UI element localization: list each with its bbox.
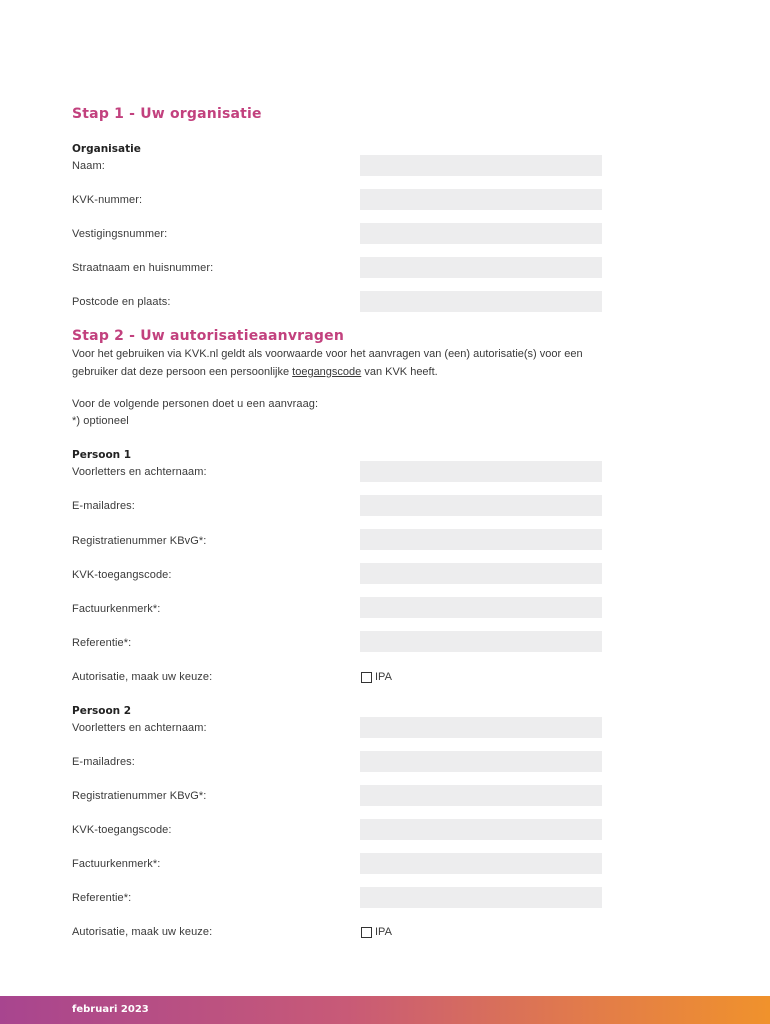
- person2-access-code-label: KVK-toegangscode:: [72, 824, 172, 836]
- establishment-number-label: Vestigingsnummer:: [72, 228, 168, 240]
- person2-reference-input[interactable]: [360, 887, 602, 908]
- person2-reference-label: Referentie*:: [72, 892, 132, 904]
- organisation-heading: Organisatie: [72, 143, 141, 155]
- kvk-number-label: KVK-nummer:: [72, 194, 143, 206]
- person2-ipa-option[interactable]: [361, 926, 392, 938]
- person1-heading: Persoon 1: [72, 449, 132, 461]
- person2-kbvg-input[interactable]: [360, 785, 602, 806]
- kvk-number-input[interactable]: [360, 189, 602, 210]
- optional-note: *) optioneel: [72, 415, 129, 427]
- intro-text-1: Voor het gebruiken via KVK.nl geldt als voorwaarde voor het aanvragen van (een) autorisatie(s) voor een gebruiker dat deze persoon een persoonlijke: [72, 348, 583, 378]
- person1-ipa-checkbox[interactable]: [361, 672, 372, 683]
- person1-ipa-option[interactable]: [361, 671, 392, 683]
- person2-kbvg-label: Registratienummer KBvG*:: [72, 790, 207, 802]
- person1-access-code-label: KVK-toegangscode:: [72, 569, 172, 581]
- person1-reference-label: Referentie*:: [72, 637, 132, 649]
- person1-email-input[interactable]: [360, 495, 602, 516]
- person2-name-input[interactable]: [360, 717, 602, 738]
- intro-text-2: van KVK heeft.: [361, 366, 438, 378]
- request-line: Voor de volgende personen doet u een aanvraag:: [72, 398, 319, 410]
- person2-email-label: E-mailadres:: [72, 756, 135, 768]
- person1-reference-input[interactable]: [360, 631, 602, 652]
- person2-authorization-label: Autorisatie, maak uw keuze:: [72, 926, 213, 938]
- step2-title: Stap 2 - Uw autorisatieaanvragen: [72, 328, 345, 344]
- person2-ipa-checkbox[interactable]: [361, 927, 372, 938]
- postcode-label: Postcode en plaats:: [72, 296, 171, 308]
- person1-kbvg-input[interactable]: [360, 529, 602, 550]
- person2-email-input[interactable]: [360, 751, 602, 772]
- footer-date: februari 2023: [72, 1004, 149, 1015]
- name-input[interactable]: [360, 155, 602, 176]
- person1-email-label: E-mailadres:: [72, 500, 135, 512]
- establishment-number-input[interactable]: [360, 223, 602, 244]
- street-input[interactable]: [360, 257, 602, 278]
- toegangscode-link[interactable]: toegangscode: [292, 366, 362, 378]
- footer-bar: [0, 996, 770, 1024]
- person1-name-label: Voorletters en achternaam:: [72, 466, 207, 478]
- intro-paragraph: [72, 345, 612, 381]
- person1-authorization-label: Autorisatie, maak uw keuze:: [72, 671, 213, 683]
- person1-access-code-input[interactable]: [360, 563, 602, 584]
- person2-invoice-ref-label: Factuurkenmerk*:: [72, 858, 161, 870]
- person1-invoice-ref-label: Factuurkenmerk*:: [72, 603, 161, 615]
- street-label: Straatnaam en huisnummer:: [72, 262, 214, 274]
- person1-name-input[interactable]: [360, 461, 602, 482]
- person1-ipa-label: IPA: [375, 671, 392, 683]
- name-label: Naam:: [72, 160, 105, 172]
- person2-invoice-ref-input[interactable]: [360, 853, 602, 874]
- person1-kbvg-label: Registratienummer KBvG*:: [72, 535, 207, 547]
- postcode-input[interactable]: [360, 291, 602, 312]
- person2-name-label: Voorletters en achternaam:: [72, 722, 207, 734]
- step1-title: Stap 1 - Uw organisatie: [72, 106, 262, 122]
- person2-access-code-input[interactable]: [360, 819, 602, 840]
- person1-invoice-ref-input[interactable]: [360, 597, 602, 618]
- person2-heading: Persoon 2: [72, 705, 132, 717]
- person2-ipa-label: IPA: [375, 926, 392, 938]
